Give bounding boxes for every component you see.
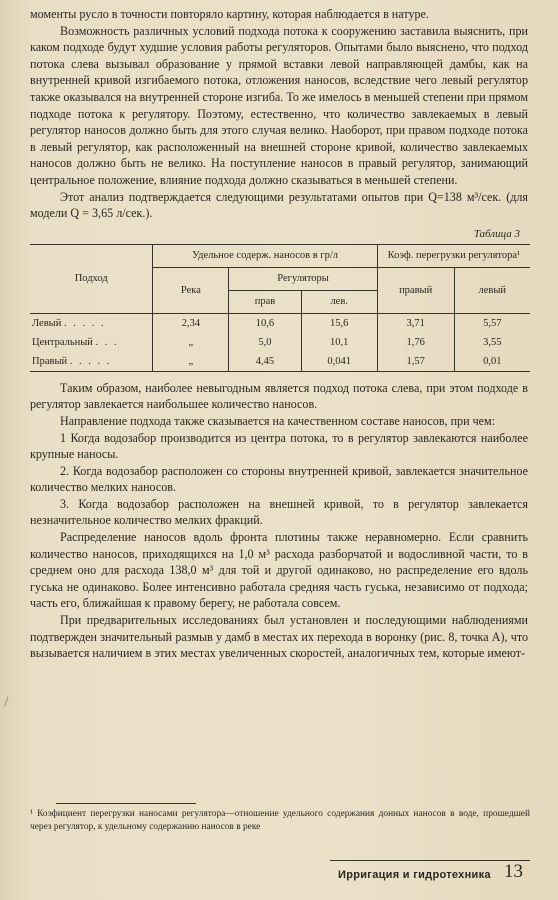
cell-coef-right: 1,76 (377, 333, 454, 352)
cell-coef-left: 3,55 (454, 333, 530, 352)
header-coef-right: правый (377, 267, 454, 313)
header-regulators: Регуляторы (229, 267, 377, 290)
list-item-3: 3. Когда водозабор расположен на внешней кривой, то в регулятор завлекается незначительное количество мелких фракций. (30, 496, 528, 528)
table-row (30, 352, 530, 372)
row-label-text: Правый (32, 355, 68, 367)
cell-river: „ (153, 352, 229, 372)
list-item-1: 1 Когда водозабор производится из центра потока, то в регулятор завлекаются наиболее крупные наносы. (30, 430, 528, 462)
table-caption: Таблица 3 (473, 227, 520, 240)
list-item-2: 2. Когда водозабор расположен со стороны внутренней кривой, завлекается значительное количество мелких наносов. (30, 463, 528, 495)
paragraph-1: моменты русло в точности повторяло картину, которая наблюдается в натуре. (30, 7, 429, 21)
header-coef: Коэф. перегрузки регулятора¹ (377, 244, 530, 267)
header-right: прав (229, 290, 301, 313)
paragraph-7: При предварительных исследованиях был установлен и последующими наблюдениями подтвержден значительный размыв у дамб в местах их перехода в воронку (рис. 8, точка А), что вызывается наличием в этих местах увеличенных скоростей, аналогичных тем, которые имеют- (30, 613, 528, 661)
data-table (30, 244, 530, 372)
cell-coef-left: 5,57 (454, 313, 530, 333)
page-body (30, 6, 528, 662)
cell-river: 2,34 (153, 313, 229, 333)
cell-coef-left: 0,01 (454, 352, 530, 372)
cell-river: „ (153, 333, 229, 352)
header-approach: Подход (74, 273, 108, 285)
row-label-text: Центральный (32, 336, 93, 348)
header-left: лев. (301, 290, 377, 313)
row-dots: . . . (95, 336, 119, 348)
cell-left: 10,1 (301, 333, 377, 352)
table-row (30, 313, 530, 333)
page-footer (330, 860, 530, 882)
margin-pencil-mark: / (4, 694, 9, 711)
row-label (30, 352, 153, 372)
cell-right: 5,0 (229, 333, 301, 352)
row-dots: . . . . . (63, 317, 106, 329)
paragraph-2: Возможность различных условий подхода потока к сооружению заставила выяснить, при каком подходе будут худшие условия работы регуляторов. Опытами было выяснено, что подход потока слева вызывал образование у прямой вставки левой направляющей дамбы, как на внутренней кривой изгибаемого потока, отложения наносов, вследствие чего левый регулятор также оказывался на внутренней стороне изгиба. То же имелось в меньшей степени при прямом подходе потока к регулятору. Поэтому, естественно, что количество завлекаемых в левый регулятор наносов должно быть для этого случая велико. Наоборот, при правом подходе потока в левый регулятор, как расположенный на внешней стороне кривой, количество завлекаемых наносов должно быть не велико. На поступление наносов в правый регулятор, занимающий центральное положение, влияние подхода должно сказываться в меньшей степени. (30, 23, 528, 187)
table-row (30, 333, 530, 352)
paragraph-5: Направление подхода также сказывается на качественном составе наносов, при чем: (60, 413, 496, 428)
row-label (30, 333, 153, 352)
cell-coef-right: 3,71 (377, 313, 454, 333)
lower-text (30, 380, 528, 662)
row-label-text: Левый (32, 317, 62, 329)
cell-left: 0,041 (301, 352, 377, 372)
header-coef-left: левый (454, 267, 530, 313)
paragraph-4: Таким образом, наиболее невыгодным является подход потока слева, при этом подходе в регулятор завлекается наибольшее количество наносов. (30, 380, 528, 412)
header-river: Река (153, 267, 229, 313)
footnote-text: ¹ Коэфициент перегрузки наносами регулятора—отношение удельного содержания донных наносов в воде, прошедшей через регулятор, к удельному содержанию наносов в реке (30, 809, 530, 832)
cell-right: 4,45 (229, 352, 301, 372)
row-label (30, 313, 153, 333)
header-specific: Удельное содерж. наносов в гр/л (153, 244, 377, 267)
footnote-divider (56, 803, 196, 804)
footnote (30, 803, 530, 834)
page-number: 13 (504, 861, 523, 882)
cell-coef-right: 1,57 (377, 352, 454, 372)
paragraph-6: Распределение наносов вдоль фронта плотины также неравномерно. Если сравнить количество наносов, приходящихся на 1,0 м³ расхода разборчатой и водосливной части, то в среднем оно для расхода 138,0 м³ для той и другой одинаково, но распределение его вдоль гуська не одинаково. Более интенсивно работала средняя часть гуська, независимо от подхода; часть его, ближайшая к правому берегу, не работала совсем. (30, 530, 528, 611)
paragraph-3: Этот анализ подтверждается следующими результатами опытов при Q=138 м³/сек. (для модели Q = 3,65 л/сек.). (30, 189, 528, 221)
journal-title: Ирригация и гидротехника (338, 869, 491, 881)
cell-right: 10,6 (229, 313, 301, 333)
row-dots: . . . . . (69, 355, 112, 367)
cell-left: 15,6 (301, 313, 377, 333)
